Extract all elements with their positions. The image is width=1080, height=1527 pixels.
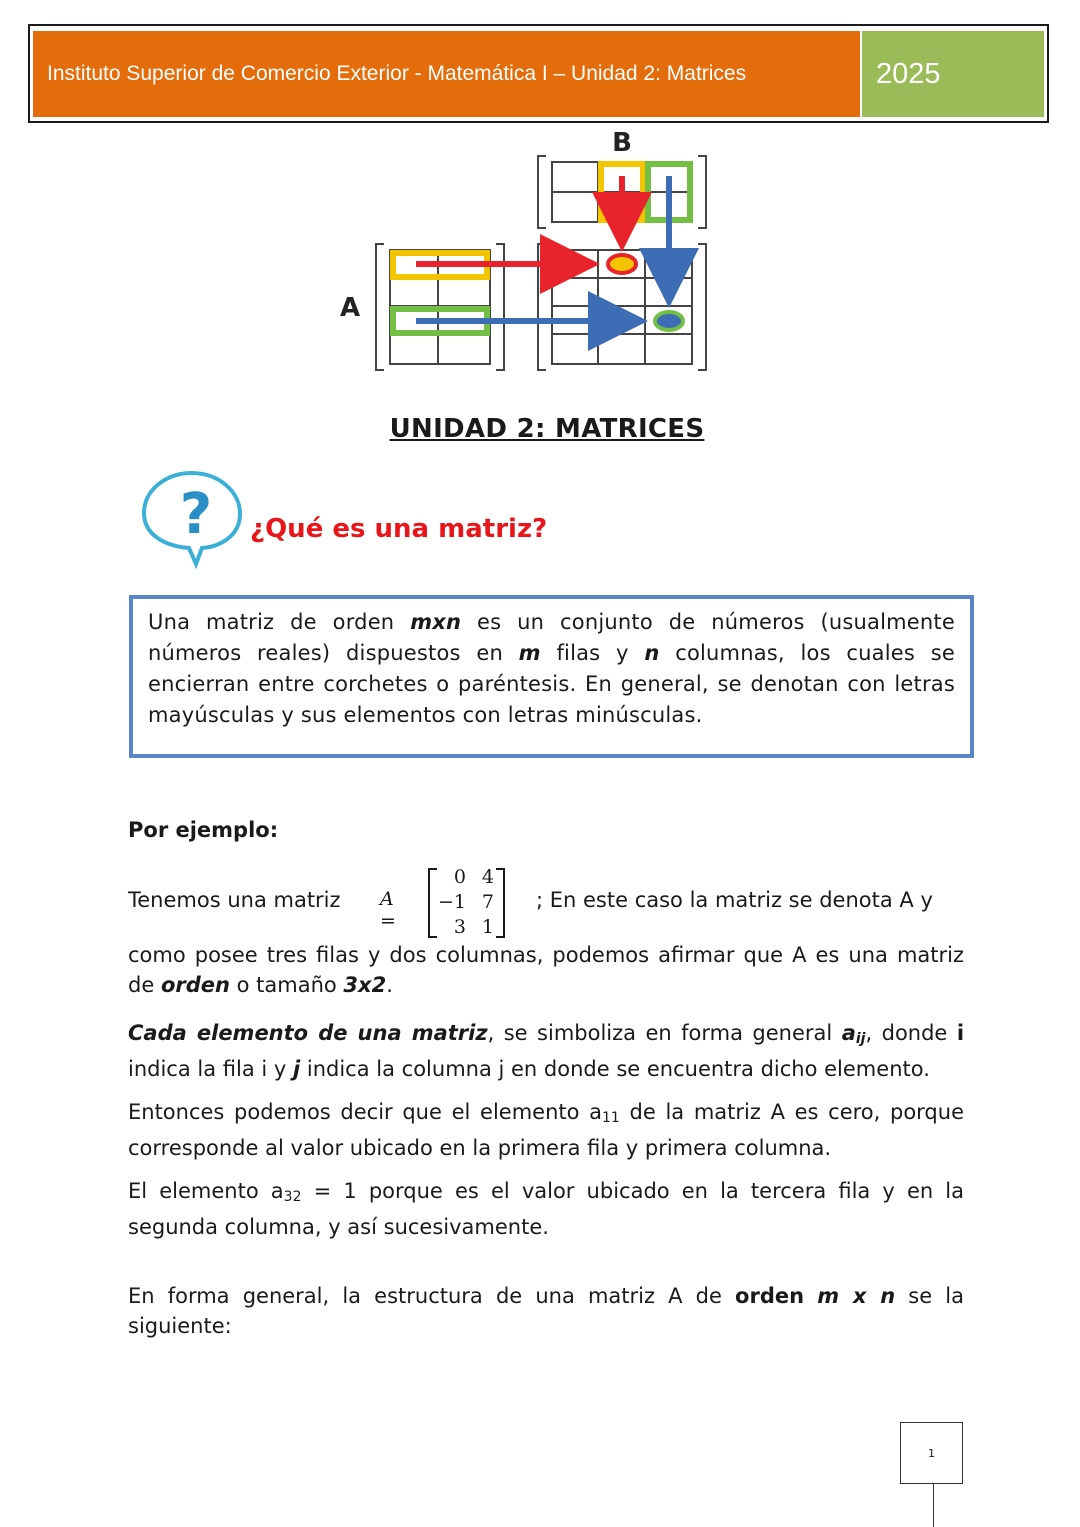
matrix-multiplication-diagram [330, 124, 720, 374]
example-matrix-line [128, 862, 964, 942]
general-paragraph: En forma general, la estructura de una matriz A de orden m x n se la siguiente: [128, 1284, 965, 1338]
question-title: ¿Qué es una matriz? [250, 514, 548, 544]
diagram-label-b: B [612, 128, 632, 158]
matrix-cell: 0 [453, 866, 466, 888]
a32-paragraph: El elemento $a_{32} = 1$ porque es el valor ubicado en la tercera fila y en la segunda columna, y así sucesivamente. [128, 1179, 965, 1239]
definition-box [129, 595, 974, 758]
matrix-cell: 3 [453, 916, 466, 938]
header-year: 2025 [862, 31, 1044, 117]
diagram-label-a: A [339, 293, 361, 323]
page-number: 1 [900, 1422, 963, 1484]
result-dot-red [608, 255, 636, 273]
page-header [28, 24, 1049, 123]
a11-paragraph: Entonces podemos decir que el elemento $a_{11}$ de la matriz A es cero, porque corresponde al valor ubicado en la primera fila y primera columna. [128, 1100, 964, 1160]
element-paragraph: Cada elemento de una matriz, se simboliza en forma general $a_{ij}$, donde i indica la fila i y j indica la columna j en donde se encuentra dicho elemento. [128, 1021, 965, 1081]
example-after-text: ; En este caso la matriz se denota A y [536, 888, 933, 912]
unit-title: UNIDAD 2: MATRICES [389, 414, 705, 444]
matrix-cell: 4 [481, 866, 494, 888]
example-label: Por ejemplo: [128, 818, 279, 842]
matrix-cell: 1 [481, 916, 494, 938]
matrix-cell: 7 [481, 891, 494, 913]
svg-text:?: ? [179, 482, 213, 547]
page-number-line [933, 1484, 934, 1527]
example-intro: Tenemos una matriz [128, 888, 341, 912]
header-title: Instituto Superior de Comercio Exterior - Matemática I – Unidad 2: Matrices [33, 31, 860, 117]
example-continuation: como posee tres filas y dos columnas, podemos afirmar que A es una matriz de orden o tamaño 3x2. [128, 943, 964, 997]
question-bubble-icon [140, 470, 246, 570]
result-dot-blue [655, 312, 683, 330]
matrix-cell: −1 [437, 891, 466, 913]
definition-text: Una matriz de orden mxn es un conjunto de números (usualmente números reales) dispuestos en m filas y n columnas, los cuales se encierran entre corchetes o paréntesis. En general, se denotan con letras mayúsculas y sus elementos con letras minúsculas. [148, 610, 955, 727]
matrix-label: A = [380, 888, 396, 932]
